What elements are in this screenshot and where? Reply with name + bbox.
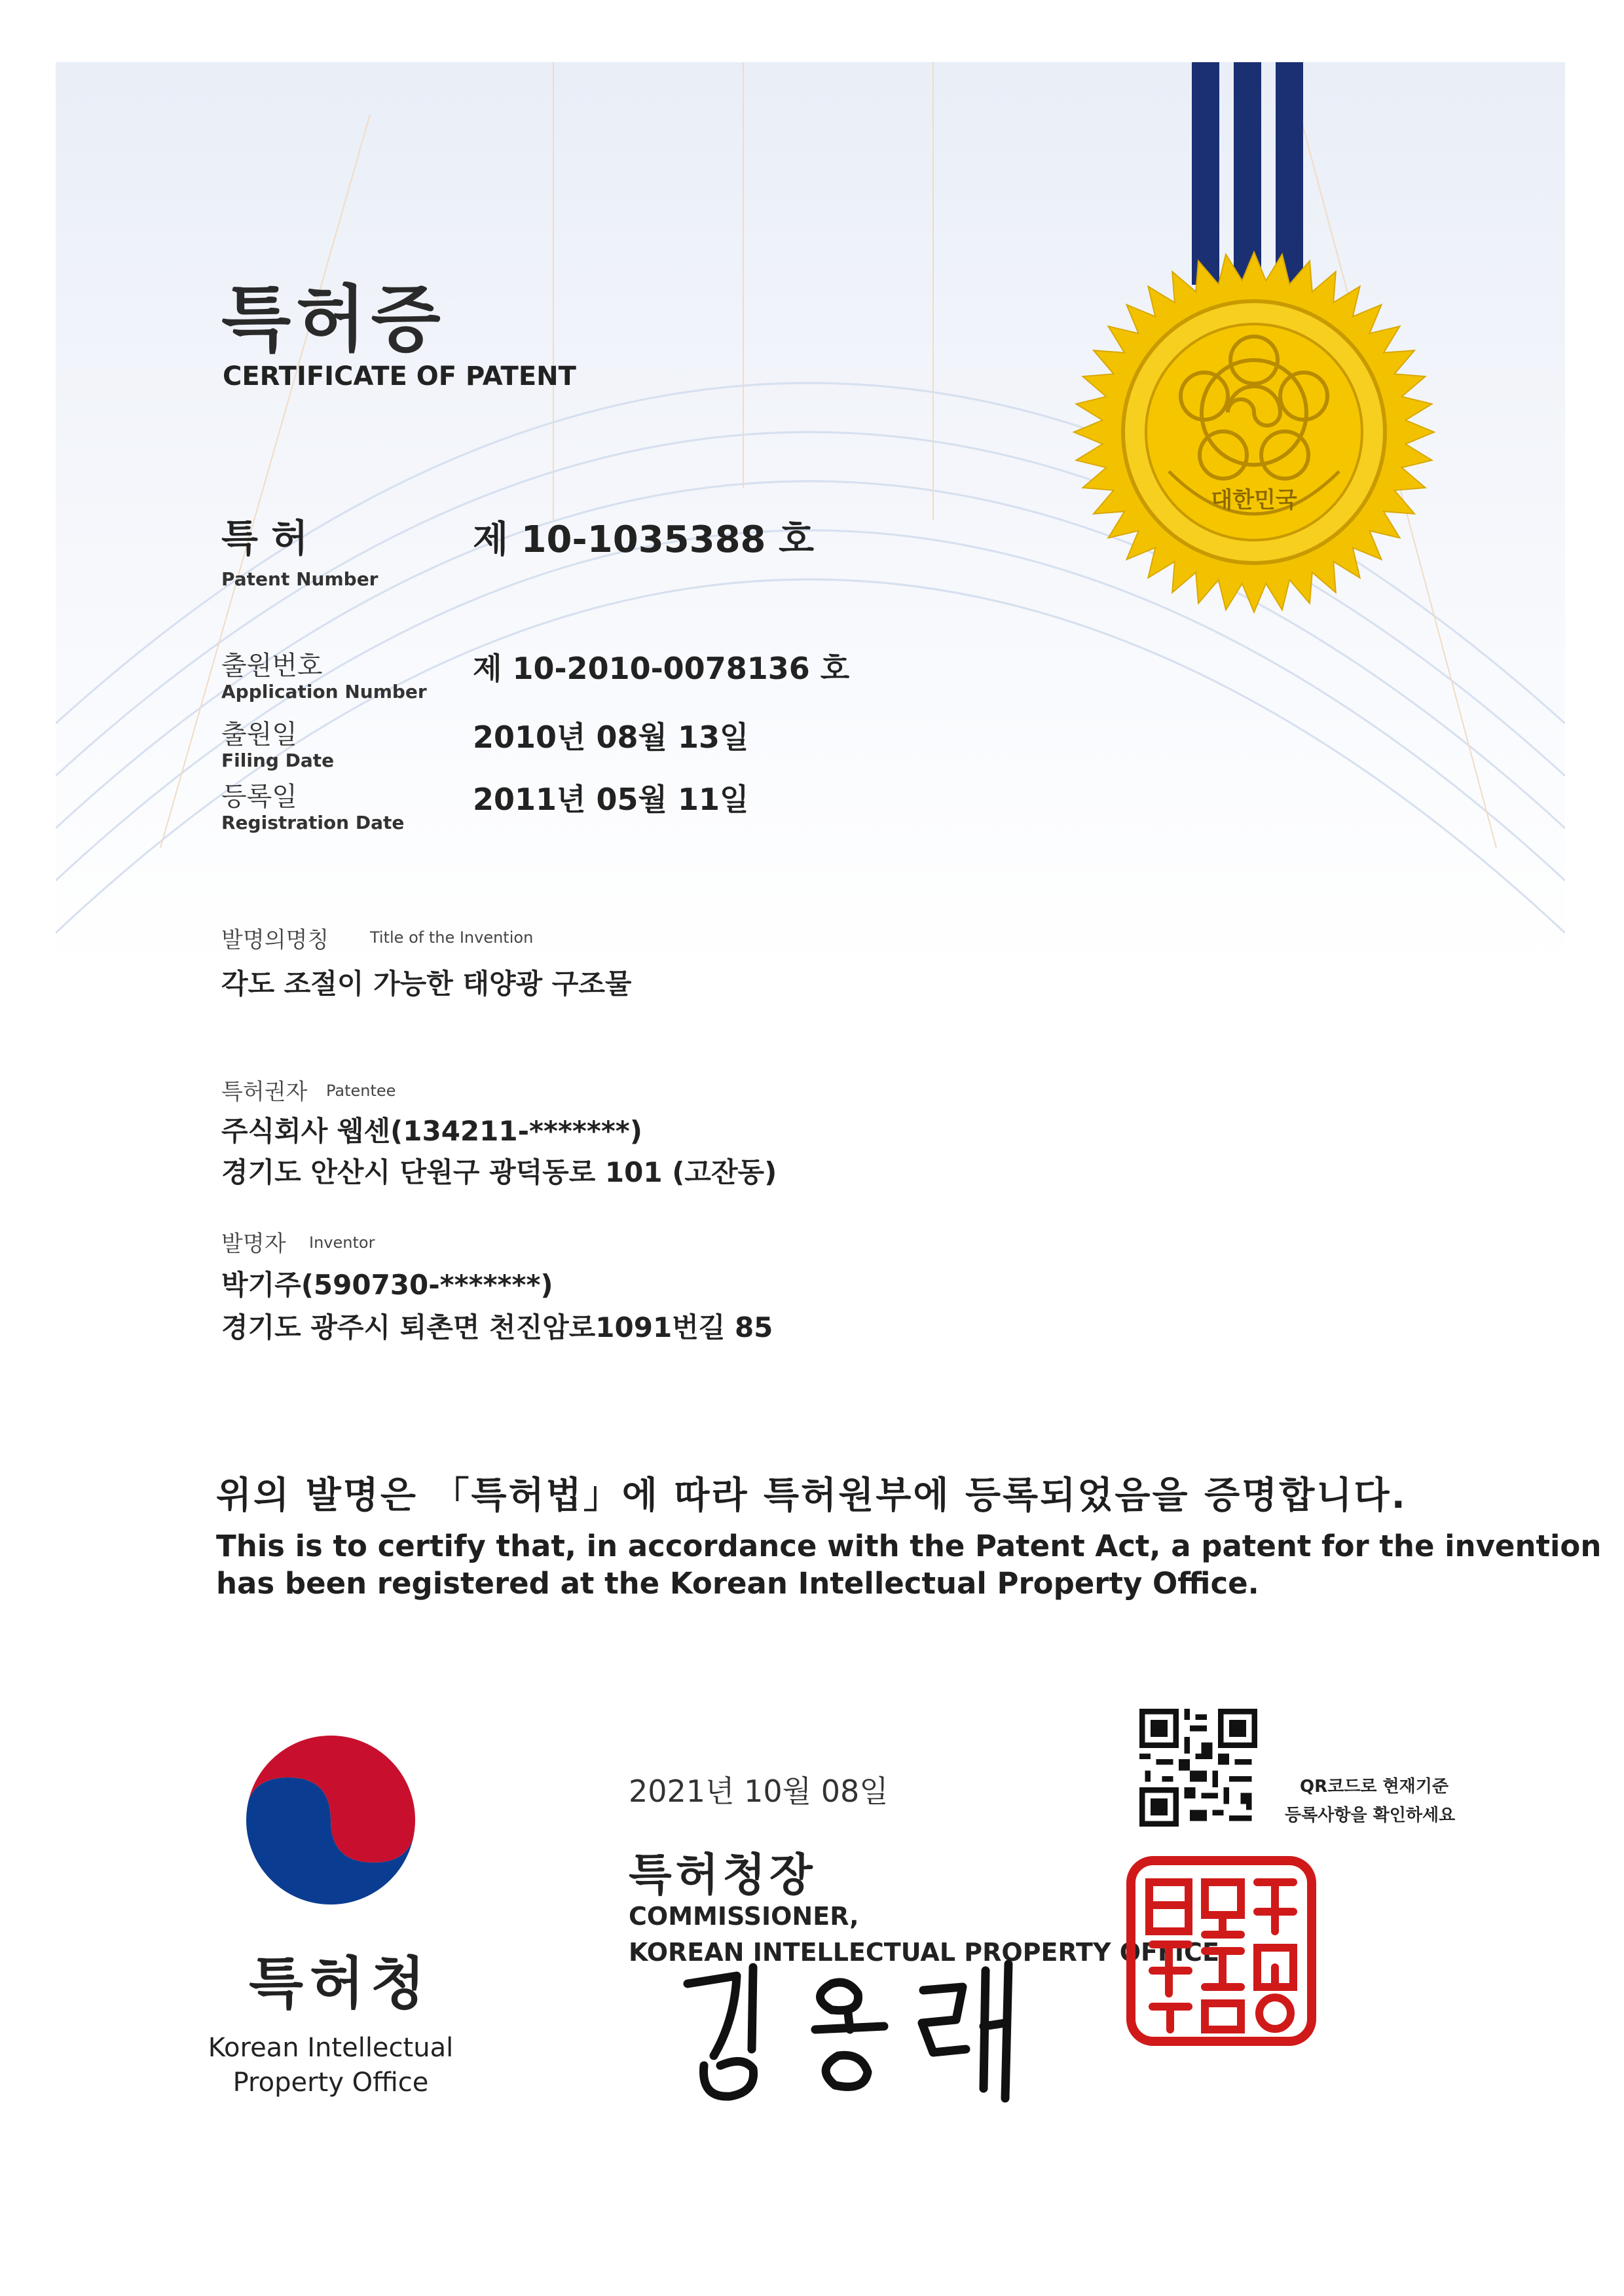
office-name-ko: 특허청 [249, 1951, 432, 2016]
invention-title: 각도 조절이 가능한 태양광 구조물 [221, 968, 632, 1000]
certification-ko: 위의 발명은 「특허법」에 따라 특허원부에 등록되었음을 증명합니다. [216, 1474, 1407, 1517]
official-seal-stamp [1123, 1853, 1320, 2049]
application-label-ko: 출원번호 [221, 651, 323, 681]
invention-label-ko: 발명의명칭 [221, 927, 329, 953]
handwritten-signature [674, 1958, 1041, 2108]
patent-number: 제 10-1035388 호 [473, 519, 815, 561]
filing-label-en: Filing Date [221, 750, 335, 771]
title-en: CERTIFICATE OF PATENT [223, 361, 576, 392]
patentee-label-en: Patentee [326, 1082, 396, 1100]
qr-code[interactable] [1139, 1709, 1257, 1827]
inventor-name: 박기주(590730-*******) [221, 1269, 553, 1301]
medal-inscription: 대한민국 [1211, 487, 1297, 513]
title-ko: 특허증 [221, 278, 446, 361]
invention-label-en: Title of the Invention [370, 928, 534, 947]
filing-label-ko: 출원일 [221, 720, 297, 750]
office-name-en-line1: Korean Intellectual [208, 2033, 454, 2063]
qr-note-line1: QR코드로 현재기준 [1300, 1777, 1449, 1796]
application-label-en: Application Number [221, 681, 427, 702]
application-number: 제 10-2010-0078136 호 [473, 651, 850, 686]
inventor-address: 경기도 광주시 퇴촌면 천진암로1091번길 85 [221, 1311, 773, 1343]
qr-note-line2: 등록사항을 확인하세요 [1285, 1806, 1456, 1825]
commissioner-title-en-line1: COMMISSIONER, [629, 1902, 859, 1931]
registration-label-ko: 등록일 [221, 782, 297, 812]
inventor-label-en: Inventor [309, 1233, 375, 1252]
office-name-en-line2: Property Office [232, 2068, 429, 2098]
patentee-name: 주식회사 웹센(134211-*******) [221, 1115, 642, 1147]
registration-date: 2011년 05월 11일 [473, 782, 749, 817]
patent-label-ko: 특 허 [221, 516, 308, 560]
patentee-label-ko: 특허권자 [221, 1079, 308, 1105]
inventor-label-ko: 발명자 [221, 1231, 286, 1257]
patentee-address: 경기도 안산시 단원구 광덕동로 101 (고잔동) [221, 1156, 777, 1188]
patent-label-en: Patent Number [221, 568, 378, 590]
commissioner-title-ko: 특허청장 [629, 1850, 817, 1901]
registration-label-en: Registration Date [221, 812, 405, 833]
certification-en-line1: This is to certify that, in accordance with the Patent Act, a patent for the invention [216, 1529, 1602, 1563]
kipo-taegeuk-logo [239, 1728, 422, 1912]
commissioner-title-en-line2: KOREAN INTELLECTUAL PROPERTY OFFICE [629, 1938, 1219, 1967]
issue-date: 2021년 10월 08일 [629, 1774, 889, 1809]
filing-date: 2010년 08월 13일 [473, 720, 749, 755]
certification-en-line2: has been registered at the Korean Intellectual Property Office. [216, 1566, 1259, 1601]
gold-medal-emblem [1071, 249, 1437, 615]
